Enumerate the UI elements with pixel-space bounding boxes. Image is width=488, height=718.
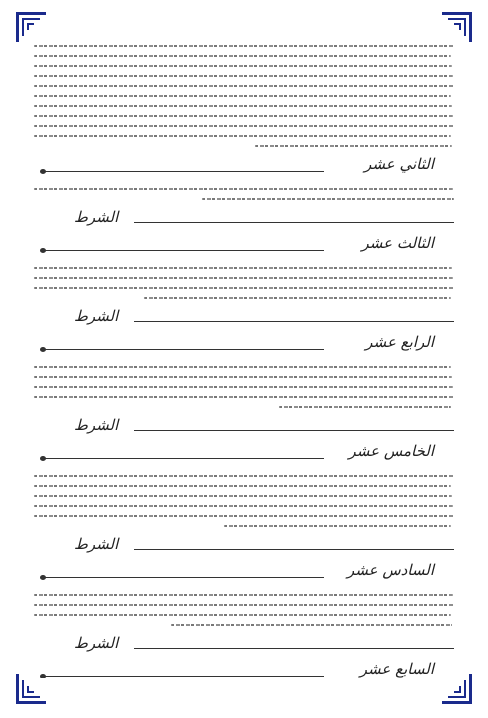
section-heading xyxy=(34,234,454,260)
paragraph-block xyxy=(34,366,454,408)
section-heading xyxy=(34,442,454,468)
handwritten-line xyxy=(34,495,452,497)
handwritten-line xyxy=(34,45,454,47)
paragraph-block xyxy=(34,45,454,147)
handwritten-line xyxy=(144,297,451,299)
section-title: السابع عشر xyxy=(359,660,434,678)
sharat-rule xyxy=(134,549,454,550)
handwritten-line xyxy=(34,277,453,279)
handwritten-line xyxy=(34,485,451,487)
handwritten-line xyxy=(34,75,453,77)
handwritten-line xyxy=(34,604,454,606)
manuscript-text-area xyxy=(34,38,454,678)
section-heading xyxy=(34,333,454,359)
section-rule xyxy=(44,250,324,251)
section-heading xyxy=(34,155,454,181)
sharat-heading xyxy=(34,535,454,557)
sharat-label: الشرط xyxy=(74,416,119,434)
section-rule xyxy=(44,676,324,677)
handwritten-line xyxy=(34,376,452,378)
sharat-heading xyxy=(34,307,454,329)
paragraph-block xyxy=(34,594,454,626)
paragraph-block xyxy=(34,267,454,299)
section-heading xyxy=(34,660,454,678)
handwritten-line xyxy=(279,406,451,408)
handwritten-line xyxy=(34,55,451,57)
handwritten-line xyxy=(34,85,454,87)
sharat-rule xyxy=(134,430,454,431)
section-rule xyxy=(44,171,324,172)
handwritten-line xyxy=(34,505,453,507)
handwritten-line xyxy=(34,515,454,517)
sharat-label: الشرط xyxy=(74,307,119,325)
handwritten-line xyxy=(34,135,451,137)
handwritten-line xyxy=(34,95,451,97)
sharat-heading xyxy=(34,208,454,230)
section-rule xyxy=(44,349,324,350)
section-title: السادس عشر xyxy=(346,561,434,579)
handwritten-line xyxy=(224,525,451,527)
handwritten-line xyxy=(202,198,454,200)
section-heading xyxy=(34,561,454,587)
handwritten-line xyxy=(34,115,453,117)
handwritten-line xyxy=(34,125,454,127)
sharat-label: الشرط xyxy=(74,535,119,553)
section-title: الثاني عشر xyxy=(364,155,434,173)
handwritten-line xyxy=(34,475,454,477)
sharat-rule xyxy=(134,321,454,322)
sharat-heading xyxy=(34,416,454,438)
paragraph-block xyxy=(34,475,454,527)
handwritten-line xyxy=(34,366,451,368)
section-title: الخامس عشر xyxy=(348,442,434,460)
handwritten-line xyxy=(171,624,452,626)
sharat-heading xyxy=(34,634,454,656)
handwritten-line xyxy=(34,65,452,67)
section-rule xyxy=(44,577,324,578)
sharat-label: الشرط xyxy=(74,208,119,226)
handwritten-line xyxy=(34,386,453,388)
sharat-rule xyxy=(134,222,454,223)
handwritten-line xyxy=(34,614,451,616)
handwritten-line xyxy=(34,105,452,107)
handwritten-line xyxy=(34,188,453,190)
paragraph-block xyxy=(34,188,454,200)
handwritten-line xyxy=(34,594,453,596)
section-title: الرابع عشر xyxy=(365,333,434,351)
sharat-rule xyxy=(134,648,454,649)
handwritten-line xyxy=(34,267,452,269)
section-rule xyxy=(44,458,324,459)
sharat-label: الشرط xyxy=(74,634,119,652)
handwritten-line xyxy=(34,396,454,398)
handwritten-line xyxy=(34,287,454,289)
section-title: الثالث عشر xyxy=(361,234,434,252)
handwritten-line xyxy=(255,145,452,147)
